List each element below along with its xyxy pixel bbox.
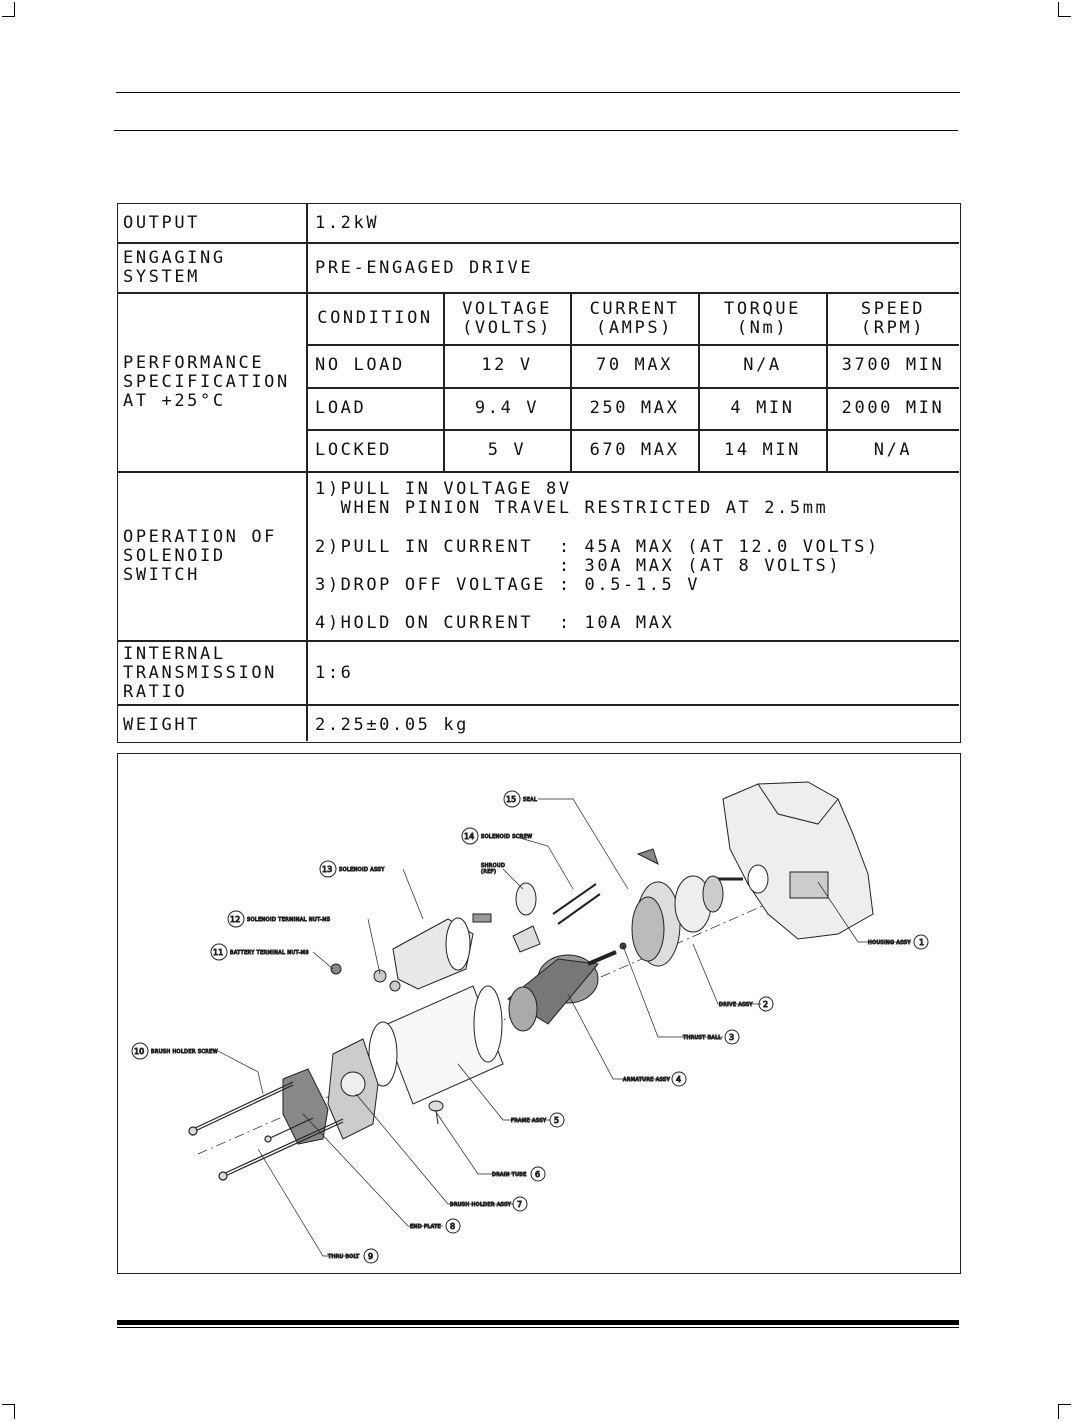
row-divider: [118, 471, 959, 473]
callout-number: 3: [729, 1033, 735, 1042]
crop-mark-bottom-left: [2, 1404, 15, 1419]
perf-cell: 3700 MIN: [841, 355, 945, 375]
perf-cell: LOAD: [315, 398, 367, 418]
ratio-label: INTERNAL TRANSMISSION RATIO: [123, 644, 278, 702]
perf-cell: 670 MAX: [589, 440, 680, 460]
callout-label: SEAL: [523, 797, 538, 803]
ratio-value: 1:6: [315, 663, 354, 683]
perf-row-divider: [307, 344, 959, 346]
callout-4: [623, 1072, 686, 1086]
callout-15: [504, 791, 537, 807]
weight-value: 2.25±0.05 kg: [315, 715, 470, 735]
solenoid-line: 1)PULL IN VOLTAGE 8V: [315, 479, 572, 499]
shroud-label: [481, 863, 505, 875]
callout-number: 8: [450, 1222, 456, 1231]
perf-cell: N/A: [743, 355, 782, 375]
callout-number: 4: [676, 1075, 682, 1084]
callout-label: FRAME ASSY: [511, 1118, 547, 1124]
callout-number: 7: [517, 1200, 523, 1209]
callout-6: [492, 1167, 545, 1181]
perf-cell: 2000 MIN: [841, 398, 945, 418]
callout-1: [868, 935, 928, 949]
solenoid-label: OPERATION OF SOLENOID SWITCH: [123, 527, 278, 585]
perf-header-speed: SPEED (RPM): [860, 299, 926, 338]
solenoid-assy-drawing: [331, 914, 491, 991]
diagram-drawing: [118, 754, 959, 1272]
callout-12: [228, 911, 331, 927]
callout-label: SOLENOID SCREW: [481, 834, 533, 840]
engaging-system-label: ENGAGING SYSTEM: [123, 248, 226, 287]
footer-rule-thin: [117, 1327, 959, 1328]
callout-label: SOLENOID TERMINAL NUT-M5: [247, 917, 331, 923]
callout-number: 1: [919, 938, 925, 947]
output-value: 1.2kW: [315, 213, 380, 233]
callout-label: SOLENOID ASSY: [339, 867, 385, 873]
perf-cell: 5 V: [487, 440, 527, 460]
housing-assy-drawing: [718, 782, 873, 939]
weight-label: WEIGHT: [123, 715, 201, 735]
output-label: OUTPUT: [123, 213, 201, 233]
header-rule-bottom: [114, 130, 958, 131]
solenoid-line: 2)PULL IN CURRENT : 45A MAX (AT 12.0 VOLTS): [315, 537, 880, 557]
footer-rule-thick: [117, 1320, 959, 1325]
perf-row-divider: [307, 429, 959, 431]
armature-assy-drawing: [508, 952, 616, 1031]
crop-mark-top-right: [1058, 2, 1071, 17]
frame-assy-drawing: [369, 986, 503, 1104]
solenoid-line: WHEN PINION TRAVEL RESTRICTED AT 2.5mm: [315, 498, 829, 518]
perf-cell: 12 V: [481, 355, 533, 375]
callout-number: 9: [368, 1252, 374, 1261]
callout-label: END PLATE: [410, 1224, 442, 1230]
end-plate-drawing: [283, 1069, 328, 1144]
row-divider: [118, 704, 959, 706]
engaging-system-value: PRE-ENGAGED DRIVE: [315, 258, 534, 278]
row-divider: [118, 242, 959, 244]
perf-cell: LOCKED: [315, 440, 393, 460]
callout-8: [410, 1219, 460, 1233]
perf-row-divider: [307, 387, 959, 389]
row-divider: [118, 640, 959, 642]
callout-label: ARMATURE ASSY: [623, 1077, 671, 1083]
perf-cell: 4 MIN: [730, 398, 795, 418]
solenoid-line: 3)DROP OFF VOLTAGE : 0.5-1.5 V: [315, 575, 701, 595]
callout-label: DRAIN TUBE: [492, 1172, 527, 1178]
shroud-label-line: (REF): [481, 869, 497, 875]
header-rule-top: [116, 92, 960, 93]
callout-7: [450, 1197, 527, 1211]
shroud-label-line: SHROUD: [481, 863, 506, 869]
callout-11: [211, 944, 309, 960]
callout-number: 13: [322, 865, 333, 874]
perf-header-voltage: VOLTAGE (VOLTS): [462, 299, 552, 338]
callout-number: 15: [506, 795, 517, 804]
callout-label: THRUST BALL: [683, 1035, 722, 1041]
callout-label: BRUSH HOLDER SCREW: [151, 1049, 219, 1055]
exploded-view-diagram: [117, 753, 961, 1274]
perf-cell: NO LOAD: [315, 355, 405, 375]
callout-number: 6: [535, 1170, 541, 1179]
perf-cell: 14 MIN: [723, 440, 801, 460]
callout-number: 14: [464, 832, 475, 841]
crop-mark-bottom-right: [1058, 1404, 1071, 1419]
perf-cell: 250 MAX: [589, 398, 680, 418]
callout-label: BATTERY TERMINAL NUT-M8: [230, 950, 309, 956]
perf-cell: 9.4 V: [474, 398, 540, 418]
row-divider: [118, 292, 959, 294]
crop-mark-top-left: [2, 2, 15, 17]
callout-label: BRUSH HOLDER ASSY: [450, 1202, 512, 1208]
callout-number: 11: [213, 948, 224, 957]
solenoid-line: : 30A MAX (AT 8 VOLTS): [315, 556, 842, 576]
perf-cell: N/A: [873, 440, 913, 460]
callout-9: [327, 1249, 378, 1263]
callout-14: [462, 828, 533, 844]
label-column-divider: [306, 204, 308, 741]
callout-3: [682, 1030, 739, 1044]
callout-10: [132, 1043, 218, 1059]
perf-header-current: CURRENT (AMPS): [589, 299, 680, 338]
perf-header-torque: TORQUE (Nm): [723, 299, 801, 338]
callout-number: 12: [230, 915, 241, 924]
specification-table: [117, 203, 961, 743]
callout-number: 2: [763, 1000, 769, 1009]
drive-assy-drawing: [632, 849, 723, 966]
callout-13: [320, 861, 385, 877]
perf-cell: 70 MAX: [595, 355, 673, 375]
shroud-drawing: [513, 883, 600, 952]
callout-number: 10: [134, 1047, 145, 1056]
perf-header-condition: CONDITION: [317, 308, 433, 328]
callout-label: DRIVE ASSY: [719, 1002, 753, 1008]
callout-label: HOUSING ASSY: [868, 940, 911, 946]
callout-2: [719, 997, 773, 1011]
callout-number: 5: [554, 1116, 560, 1125]
callout-5: [511, 1113, 564, 1127]
performance-label: PERFORMANCE SPECIFICATION AT +25°C: [123, 353, 290, 411]
solenoid-line: 4)HOLD ON CURRENT : 10A MAX: [315, 613, 675, 633]
callout-label: THRU BOLT: [328, 1254, 360, 1260]
